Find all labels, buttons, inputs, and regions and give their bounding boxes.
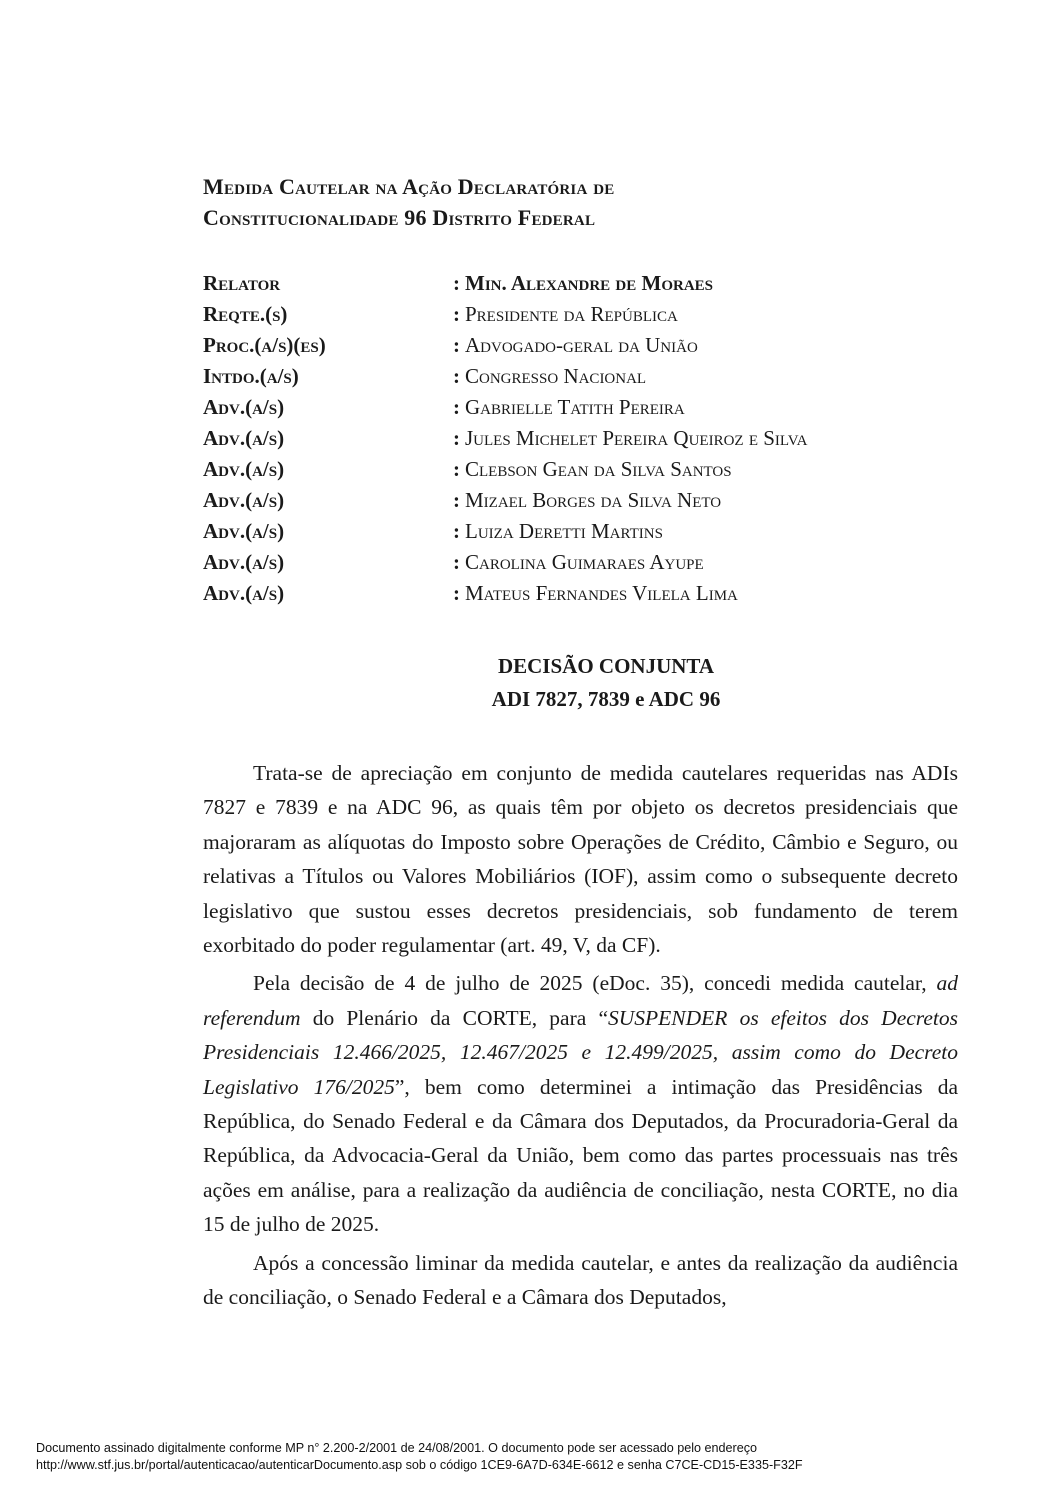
parties-list xyxy=(203,268,963,609)
party-colon: : xyxy=(453,550,460,574)
signature-footer xyxy=(36,1440,1036,1474)
party-colon: : xyxy=(453,302,460,326)
party-row xyxy=(203,423,963,454)
party-name: Mizael Borges da Silva Neto xyxy=(465,488,722,512)
header-line-1: Medida Cautelar na Ação Declaratória de xyxy=(203,174,615,199)
decision-subtitle: ADI 7827, 7839 e ADC 96 xyxy=(491,687,721,711)
decision-heading xyxy=(203,650,1009,716)
party-role: Adv.(a/s) xyxy=(203,581,285,605)
party-role: Relator xyxy=(203,271,281,295)
party-name: Clebson Gean da Silva Santos xyxy=(465,457,732,481)
party-row xyxy=(203,454,963,485)
document-header xyxy=(203,171,963,233)
party-role: Adv.(a/s) xyxy=(203,519,285,543)
paragraph-1: Trata-se de apreciação em conjunto de medida cautelares requeridas nas ADIs 7827 e 7839 e na ADC 96, as quais têm por objeto os decretos presidenciais que majoraram as alíquotas do Imposto sobre Operações de Crédito, Câmbio e Seguro, ou relativas a Títulos ou Valores Mobiliários (IOF), assim como o subsequente decreto legislativo que sustou esses decretos presidenciais, sob fundamento de terem exorbitado do poder regulamentar (art. 49, V, da CF). xyxy=(203,761,958,958)
decision-body xyxy=(203,756,958,1319)
party-role: Adv.(a/s) xyxy=(203,550,285,574)
party-role: Proc.(a/s)(es) xyxy=(203,333,326,357)
party-colon: : xyxy=(453,457,460,481)
decision-title: DECISÃO CONJUNTA xyxy=(497,654,715,678)
party-colon: : xyxy=(453,581,460,605)
party-name: Jules Michelet Pereira Queiroz e Silva xyxy=(465,426,808,450)
party-colon: : xyxy=(453,271,460,295)
paragraph-2-text-e: ”, bem como determinei a intimação das Presidências da República, do Senado Federal e da Câmara dos Deputados, da Procuradoria-Geral da República, da Advocacia-Geral da União, bem como das partes processuais nas três ações em análise, para a realização da audiência de conciliação, nesta CORTE, no dia 15 de julho de 2025. xyxy=(203,1074,958,1237)
party-row xyxy=(203,361,963,392)
party-row xyxy=(203,268,963,299)
party-name: Advogado-geral da União xyxy=(465,333,698,357)
party-name: Congresso Nacional xyxy=(465,364,647,388)
paragraph-2-italic-ad-referendum: ad referendum xyxy=(203,971,958,1030)
party-colon: : xyxy=(453,395,460,419)
paragraph-2-text-a: Pela decisão de 4 de julho de 2025 (eDoc. 35), concedi medida cautelar, xyxy=(253,971,937,996)
paragraph-2-text-c: do Plenário da CORTE, para “ xyxy=(300,1005,609,1030)
party-name: Mateus Fernandes Vilela Lima xyxy=(465,581,738,605)
party-role: Adv.(a/s) xyxy=(203,426,285,450)
party-colon: : xyxy=(453,519,460,543)
party-row xyxy=(203,578,963,609)
party-name: Min. Alexandre de Moraes xyxy=(465,271,714,295)
party-name: Gabrielle Tatith Pereira xyxy=(465,395,685,419)
footer-line-2: http://www.stf.jus.br/portal/autenticacao/autenticarDocumento.asp sob o código 1CE9-6A7D-634E-6612 e senha C7CE-CD15-E335-F32F xyxy=(36,1458,803,1472)
party-row xyxy=(203,330,963,361)
party-role: Adv.(a/s) xyxy=(203,457,285,481)
party-row xyxy=(203,516,963,547)
party-row xyxy=(203,485,963,516)
party-row xyxy=(203,299,963,330)
party-colon: : xyxy=(453,333,460,357)
paragraph-2-italic-quote: SUSPENDER os efeitos dos Decretos Presidenciais 12.466/2025, 12.467/2025 e 12.499/2025, assim como do Decreto Legislativo 176/2025 xyxy=(203,1005,958,1099)
party-name: Carolina Guimaraes Ayupe xyxy=(465,550,704,574)
party-colon: : xyxy=(453,488,460,512)
party-role: Intdo.(a/s) xyxy=(203,364,299,388)
header-line-2: Constitucionalidade 96 Distrito Federal xyxy=(203,205,596,230)
party-role: Adv.(a/s) xyxy=(203,488,285,512)
party-name: Presidente da República xyxy=(465,302,678,326)
party-role: Reqte.(s) xyxy=(203,302,288,326)
paragraph-3: Após a concessão liminar da medida cautelar, e antes da realização da audiência de conciliação, o Senado Federal e a Câmara dos Deputados, xyxy=(203,1250,958,1310)
party-role: Adv.(a/s) xyxy=(203,395,285,419)
party-colon: : xyxy=(453,364,460,388)
party-colon: : xyxy=(453,426,460,450)
party-row xyxy=(203,547,963,578)
party-name: Luiza Deretti Martins xyxy=(465,519,663,543)
party-row xyxy=(203,392,963,423)
footer-line-1: Documento assinado digitalmente conforme MP n° 2.200-2/2001 de 24/08/2001. O documento pode ser acessado pelo endereço xyxy=(36,1441,758,1455)
paragraph-2 xyxy=(203,966,958,1241)
